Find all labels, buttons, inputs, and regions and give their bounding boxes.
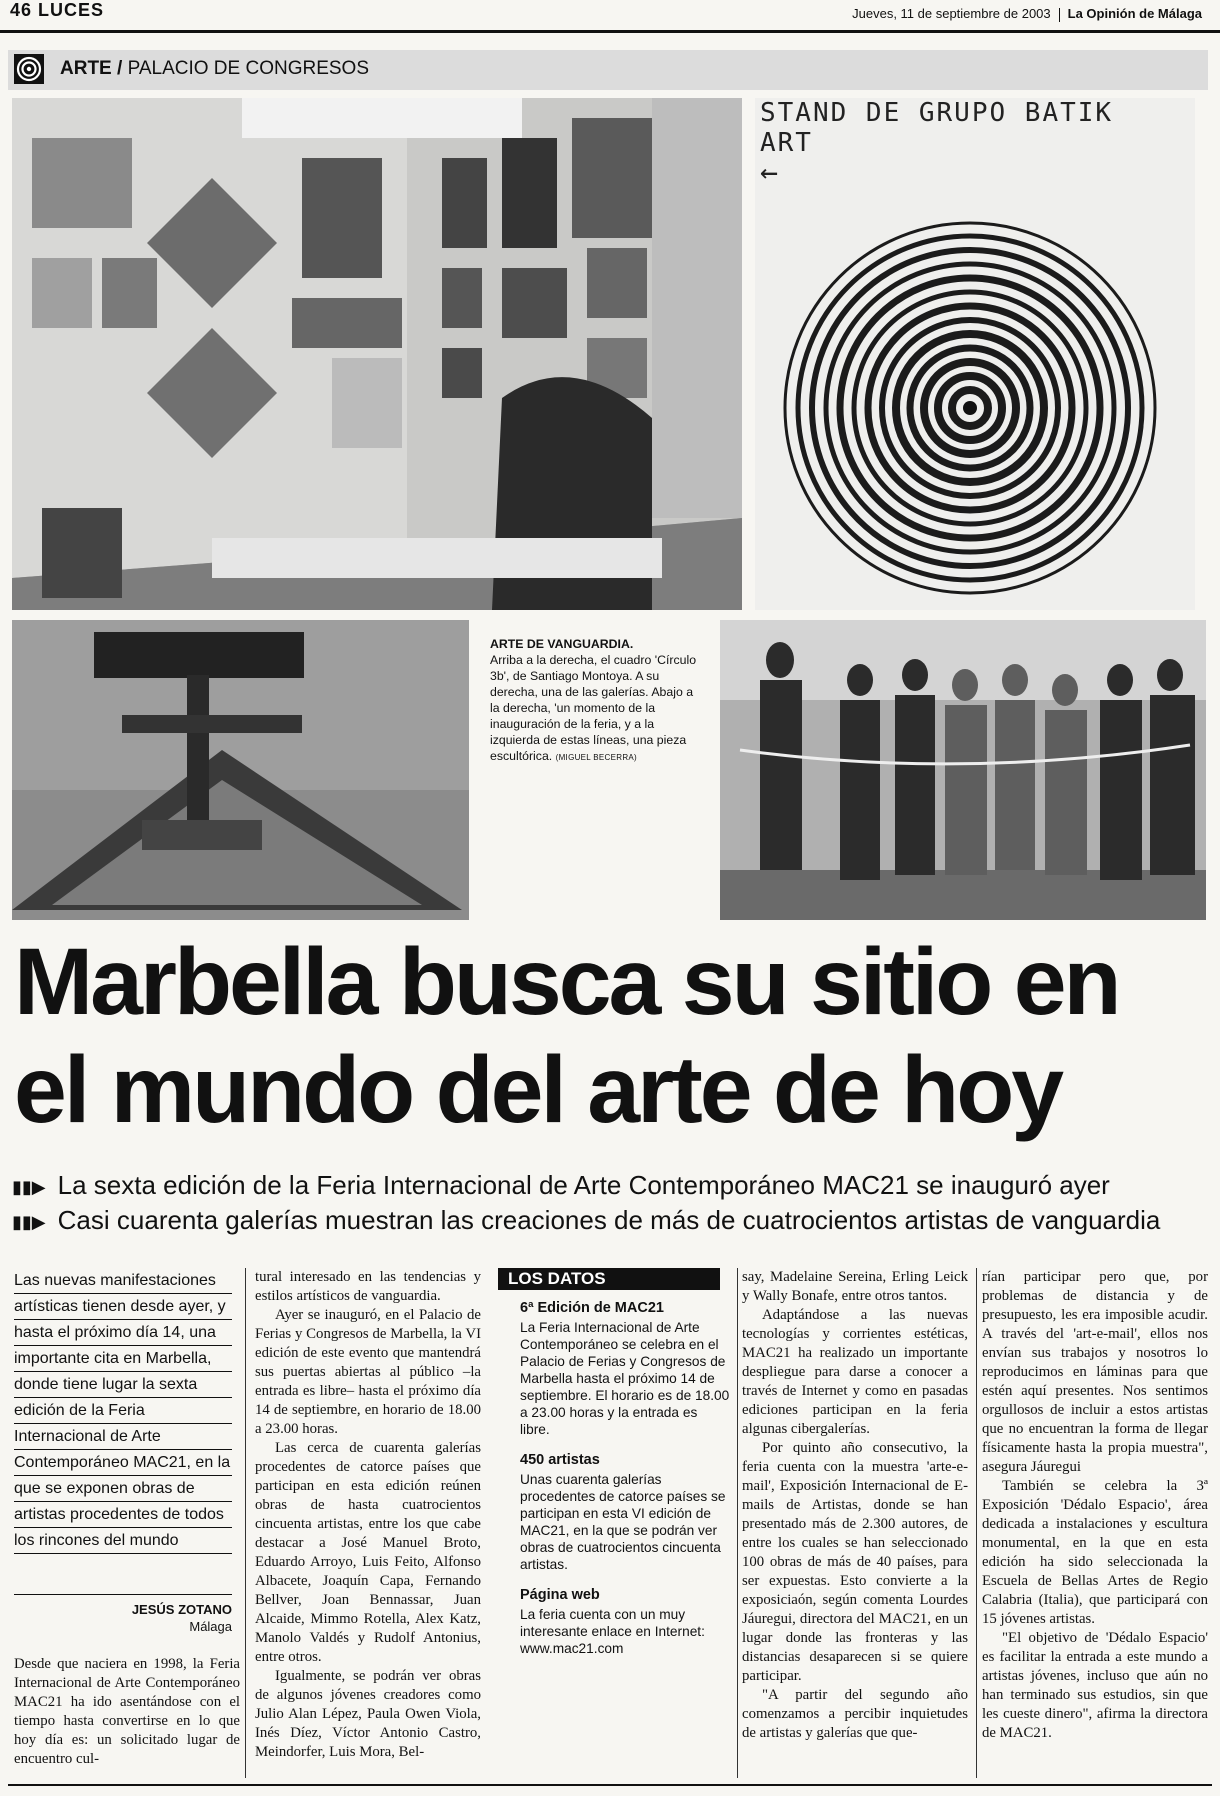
gallery-stand-photo bbox=[12, 98, 742, 610]
headline-line-1: Marbella busca su sitio en bbox=[14, 929, 1119, 1035]
data-box bbox=[520, 1300, 730, 1657]
article-column-1 bbox=[14, 1655, 240, 1769]
data-box-title-3: Página web bbox=[520, 1587, 600, 1603]
header-dateline bbox=[852, 6, 1202, 22]
article-column-2 bbox=[255, 1268, 481, 1762]
handwriting-line-1: STAND DE GRUPO BATIK bbox=[760, 98, 1114, 128]
article-column-4 bbox=[742, 1268, 968, 1743]
caption-text: Arriba a la derecha, el cuadro 'Círculo 3b', de Santiago Montoya. A su derecha, una de las galerías. Abajo a la derecha, 'un momento de la inauguración de la feria, y a la izquierda de estas líneas, una pieza escultórica. bbox=[490, 653, 697, 763]
article-paragraph: También se celebra la 3ª Exposición 'Dédalo Espacio', área dedicada a instalaciones y escultura monumental, en la que en esta edición ha sido seleccionada la Escuela de Bellas Artes de Regio Calabria (Italia), que participará con 15 jóvenes artistas. bbox=[982, 1478, 1208, 1627]
photo-credit: (MIGUEL BECERRA) bbox=[555, 753, 638, 762]
data-box-text-3: La feria cuenta con un muy interesante enlace en Internet: www.mac21.com bbox=[520, 1607, 705, 1656]
bullet-arrow-icon: ▮▮▶ bbox=[12, 1212, 46, 1233]
banner-subsection: PALACIO DE CONGRESOS bbox=[127, 58, 369, 79]
headline bbox=[14, 928, 1214, 1144]
article-paragraph: Por quinto año consecutivo, la feria cuenta con la muestra 'arte-e-mail', Exposición Internacional de E-mails de Artistas, donde se han presentado más de 2.300 autores, de entre los cuales se han seleccionado 100 obras de más de 40 países, para ser expuestas. Esto convierte a la exposiciaón, según comenta Lourdes Jáuregui, directora del MAC21, en un lugar donde las fronteras y las distancias desaparecen si se quiere participar. bbox=[742, 1440, 968, 1684]
caption-title: ARTE DE VANGUARDIA. bbox=[490, 637, 634, 651]
column-divider bbox=[976, 1268, 977, 1778]
issue-date: Jueves, 11 de septiembre de 2003 bbox=[852, 6, 1051, 21]
page-number: 46 bbox=[10, 0, 33, 20]
subhead-1 bbox=[12, 1170, 1212, 1202]
photo-caption bbox=[490, 636, 705, 766]
article-paragraph: Igualmente, se podrán ver obras de algunos jóvenes creadores como Julio Alan Lépez, Paula Owen Viola, Inés Díez, Víctor Antonio Castro, Meindorfer, Luis Mora, Bel- bbox=[255, 1668, 481, 1760]
data-box-text-1: La Feria Internacional de Arte Contemporáneo se celebra en el Palacio de Ferias y Congresos de Marbella hasta el próximo 14 de septiembre. El horario es de 18.00 a 23.00 horas y la entrada es libre. bbox=[520, 1320, 730, 1437]
article-paragraph: rían participar pero que, por problemas de distancia y de presupuesto, les era imposible acudir. A través del 'art-e-mail', ellos nos envían sus trabajos y nosotros lo reproducimos en láminas para que estén aquí presentes. Nos sentimos orgullosos de incluir a estos artistas que no encuentran la forma de llegar físicamente hasta la propia muestra", asegura Jáuregui bbox=[982, 1269, 1208, 1475]
lead-paragraph bbox=[14, 1268, 232, 1554]
column-divider bbox=[737, 1268, 738, 1778]
byline bbox=[14, 1601, 232, 1635]
byline-location: Málaga bbox=[189, 1619, 232, 1634]
subhead-1-text: La sexta edición de la Feria Internacional de Arte Contemporáneo MAC21 se inauguró ayer bbox=[57, 1170, 1110, 1200]
data-box-header: LOS DATOS bbox=[498, 1268, 720, 1290]
column-divider bbox=[245, 1268, 246, 1778]
data-box-text-2: Unas cuarenta galerías procedentes de catorce países se participan en esta VI edición de MAC21, en la que se podrán ver obras de cuatrocientos cincuenta artistas. bbox=[520, 1472, 726, 1572]
bullet-arrow-icon: ▮▮▶ bbox=[12, 1177, 46, 1198]
article-paragraph: tural interesado en las tendencias y estilos artísticos de vanguardia. bbox=[255, 1269, 481, 1304]
handwritten-annotation bbox=[760, 98, 1113, 188]
data-box-title-2: 450 artistas bbox=[520, 1452, 600, 1468]
footer-rule bbox=[8, 1784, 1212, 1786]
publication-name: La Opinión de Málaga bbox=[1067, 6, 1202, 21]
subhead-2 bbox=[12, 1205, 1212, 1237]
handwriting-arrow: ← bbox=[760, 155, 781, 190]
subhead-2-text: Casi cuarenta galerías muestran las creaciones de más de cuatrocientos artistas de vanguardia bbox=[57, 1205, 1161, 1235]
article-paragraph: Las cerca de cuarenta galerías procedentes de catorce países que participan en esta edición reúnen obras de hasta cuatrocientos cincuenta artistas, entre los que cabe destacar a José Manuel Broto, Eduardo Arroyo, Luis Feito, Alfonso Albacete, Joaquín Capa, Fernando Bellver, Joan Bennassar, Juan Alcaide, Mimmo Rotella, Alex Katz, Manolo Valdés y Rudolf Antonius, entre otros. bbox=[255, 1440, 481, 1665]
banner-label bbox=[60, 58, 369, 80]
byline-rule bbox=[14, 1594, 232, 1595]
target-icon bbox=[14, 54, 44, 84]
header-rule bbox=[0, 30, 1220, 33]
section-name: LUCES bbox=[38, 0, 105, 20]
article-paragraph: Adaptándose a las nuevas tecnologías y corrientes estéticas, MAC21 ha realizado un importante despliegue para darse a conocer a través de Internet y como en pasadas ediciones participan en la feria algunas cibergalerías. bbox=[742, 1307, 968, 1437]
article-paragraph: say, Madelaine Sereina, Erling Leick y Wally Bonafe, entre otros tantos. bbox=[742, 1269, 968, 1304]
banner-section: ARTE / bbox=[60, 58, 123, 79]
inauguration-photo bbox=[720, 620, 1206, 920]
headline-line-2: el mundo del arte de hoy bbox=[14, 1037, 1062, 1143]
author-name: JESÚS ZOTANO bbox=[131, 1602, 232, 1617]
page-header bbox=[10, 0, 104, 21]
data-box-title-1: 6ª Edición de MAC21 bbox=[520, 1300, 664, 1316]
article-column-5 bbox=[982, 1268, 1208, 1743]
sculpture-photo bbox=[12, 620, 469, 920]
article-paragraph: "A partir del segundo año comenzamos a percibir inquietudes de artistas y galerías que que- bbox=[742, 1687, 968, 1741]
article-paragraph: Desde que naciera en 1998, la Feria Internacional de Arte Contemporáneo MAC21 ha ido asentándose con el tiempo hasta convertirse en lo que hoy día es: un solicitado lugar de encuentro cul- bbox=[14, 1656, 240, 1767]
article-paragraph: "El objetivo de 'Dédalo Espacio' es facilitar la entrada a este mundo a artistas jóvenes, incluso que aún no han terminado sus estudios, sin que les cueste dinero", afirma la directora de MAC21. bbox=[982, 1630, 1208, 1741]
handwriting-line-2: ART bbox=[760, 128, 813, 158]
lead-text: Las nuevas manifestaciones artísticas tienen desde ayer, y hasta el próximo día 14, una importante cita en Marbella, donde tiene lugar la sexta edición de la Feria Internacional de Arte Contemporáneo MAC21, en la que se exponen obras de artistas procedentes de todos los rincones del mundo bbox=[14, 1268, 232, 1554]
article-paragraph: Ayer se inauguró, en el Palacio de Ferias y Congresos de Marbella, la VI edición de este evento que mantendrá sus puertas abiertas al público –la entrada es libre– hasta el próximo día 14 de septiembre, en horario de 18.00 a 23.00 horas. bbox=[255, 1307, 481, 1437]
